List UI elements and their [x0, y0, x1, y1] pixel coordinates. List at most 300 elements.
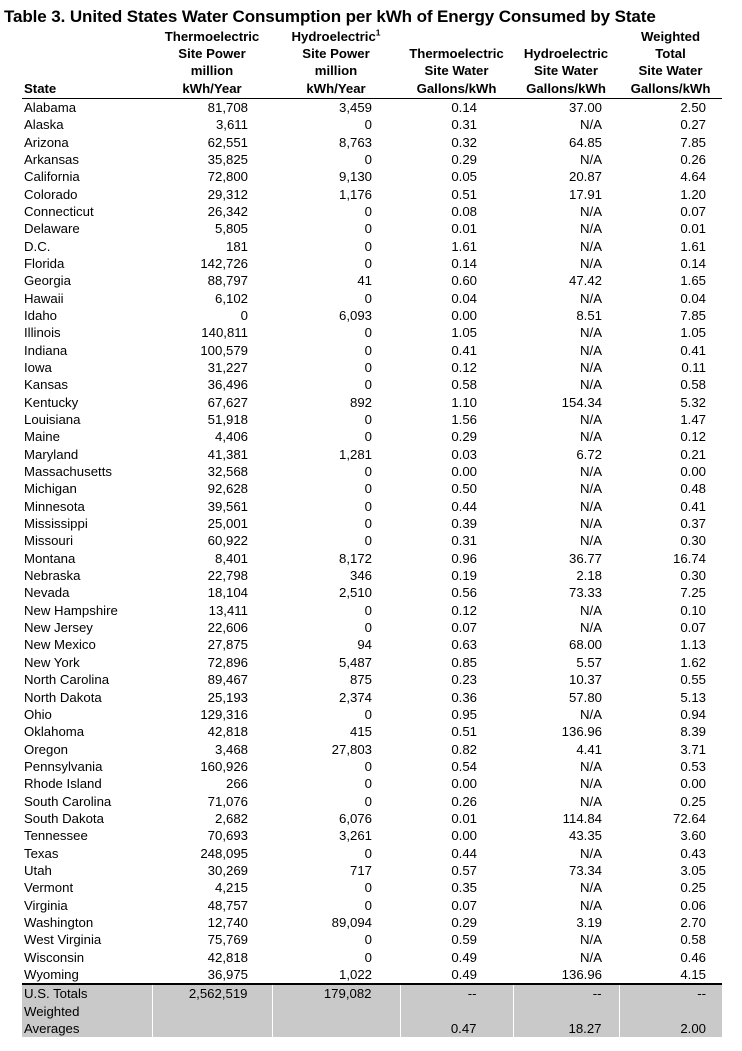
table-row: [22, 706, 722, 723]
table-row: [22, 619, 722, 636]
hydro-water-cell: 2.18: [576, 568, 602, 584]
thermo-water-cell: 0.41: [451, 342, 477, 358]
table-row: [22, 186, 722, 203]
weighted-total-cell: 3.05: [680, 862, 706, 878]
thermo-water-cell: 0.60: [451, 273, 477, 289]
totals-thermo-power: 2,562,519: [152, 984, 272, 1002]
state-name: New Hampshire: [24, 602, 118, 618]
table-row: [22, 862, 722, 879]
hydro-power-cell: 0: [364, 377, 372, 393]
hydro-water-cell: N/A: [580, 290, 602, 306]
header-row: [22, 28, 722, 98]
thermo-water-cell: 0.08: [451, 203, 477, 219]
thermo-power-cell: 25,001: [207, 516, 248, 532]
state-name: Washington: [24, 914, 94, 930]
hydro-power-cell: 892: [349, 394, 372, 410]
table-row: [22, 636, 722, 653]
hydro-power-cell: 27,803: [331, 741, 372, 757]
weighted-total-cell: 0.58: [680, 377, 706, 393]
thermo-power-cell: 81,708: [207, 99, 248, 115]
hydro-power-cell: 0: [364, 429, 372, 445]
thermo-water-cell: 0.50: [451, 481, 477, 497]
state-name: Pennsylvania: [24, 758, 103, 774]
hydro-water-cell: N/A: [580, 620, 602, 636]
averages-hydro-water: 18.27: [513, 1020, 619, 1037]
hydro-water-cell: N/A: [580, 464, 602, 480]
hydro-power-cell: 0: [364, 932, 372, 948]
table-row: [22, 914, 722, 931]
thermo-water-cell: 0.12: [451, 602, 477, 618]
thermo-water-cell: 0.54: [451, 758, 477, 774]
thermo-power-cell: 36,496: [207, 377, 248, 393]
weighted-total-cell: 0.48: [680, 481, 706, 497]
hydro-water-cell: 136.96: [561, 724, 602, 740]
table-title: Table 3. United States Water Consumption per kWh of Energy Consumed by State: [4, 7, 656, 26]
weighted-total-cell: 2.50: [680, 99, 706, 115]
thermo-water-cell: 0.01: [451, 810, 477, 826]
hydro-power-cell: 8,172: [338, 550, 372, 566]
thermo-power-cell: 22,798: [207, 568, 248, 584]
hydro-water-cell: N/A: [580, 533, 602, 549]
weighted-total-cell: 3.71: [680, 741, 706, 757]
thermo-water-cell: 0.05: [451, 169, 477, 185]
state-name: Delaware: [24, 221, 80, 237]
table-row: [22, 966, 722, 984]
hydro-water-cell: N/A: [580, 776, 602, 792]
table-row: [22, 134, 722, 151]
thermo-water-cell: 0.44: [451, 845, 477, 861]
hydro-power-cell: 6,076: [338, 810, 372, 826]
hydro-power-cell: 3,261: [338, 828, 372, 844]
hydro-power-cell: 0: [364, 290, 372, 306]
thermo-water-cell: 0.26: [451, 793, 477, 809]
table-row: [22, 689, 722, 706]
thermo-water-cell: 1.56: [451, 412, 477, 427]
hydro-power-cell: 0: [364, 845, 372, 861]
thermo-power-cell: 51,918: [207, 412, 248, 427]
thermo-water-cell: 0.51: [451, 724, 477, 740]
thermo-water-cell: 0.19: [451, 568, 477, 584]
hydro-power-cell: 0: [364, 151, 372, 167]
state-name: Kansas: [24, 377, 68, 393]
weighted-total-cell: 0.53: [680, 758, 706, 774]
state-name: Connecticut: [24, 203, 94, 219]
table-row: [22, 359, 722, 376]
hydro-power-cell: 0: [364, 117, 372, 133]
hydro-power-cell: 0: [364, 793, 372, 809]
hydro-power-cell: 0: [364, 706, 372, 722]
hydro-water-cell: N/A: [580, 793, 602, 809]
column-header-line: Site Water: [534, 63, 598, 79]
hydro-power-cell: 0: [364, 359, 372, 375]
thermo-water-cell: 0.56: [451, 585, 477, 601]
thermo-power-cell: 67,627: [207, 394, 248, 410]
thermo-power-cell: 70,693: [207, 828, 248, 844]
totals-hydro-water: --: [513, 984, 619, 1002]
state-name: Texas: [24, 845, 59, 861]
hydro-power-cell: 0: [364, 464, 372, 480]
hydro-water-cell: 73.33: [568, 585, 602, 601]
hydro-water-cell: N/A: [580, 845, 602, 861]
column-header-line: million: [314, 63, 358, 79]
thermo-power-cell: 140,811: [201, 325, 248, 341]
hydro-water-cell: 5.57: [576, 654, 602, 670]
hydro-power-cell: 2,510: [338, 585, 372, 601]
state-name: New York: [24, 654, 80, 670]
thermo-power-cell: 41,381: [207, 446, 248, 462]
thermo-water-cell: 0.85: [451, 654, 477, 670]
column-header-line: Hydroelectric: [291, 29, 376, 44]
thermo-power-cell: 42,818: [207, 724, 248, 740]
table-row: [22, 845, 722, 862]
state-name: New Jersey: [24, 620, 93, 636]
thermo-power-cell: 92,628: [207, 481, 248, 497]
thermo-power-cell: 266: [225, 776, 248, 792]
hydro-power-cell: 0: [364, 776, 372, 792]
hydro-power-cell: 0: [364, 880, 372, 896]
state-name: Montana: [24, 550, 76, 566]
hydro-water-cell: 47.42: [568, 273, 602, 289]
table-row: [22, 584, 722, 601]
thermo-water-cell: 0.82: [451, 741, 477, 757]
thermo-water-cell: 0.35: [451, 880, 477, 896]
hydro-water-cell: N/A: [580, 325, 602, 341]
state-name: California: [24, 169, 80, 185]
thermo-power-cell: 6,102: [214, 290, 248, 306]
weighted-total-cell: 0.12: [680, 429, 706, 445]
thermo-water-cell: 0.58: [451, 377, 477, 393]
state-name: Georgia: [24, 273, 71, 289]
averages-row: [22, 1020, 722, 1037]
totals-label: U.S. Totals: [22, 984, 152, 1002]
thermo-water-cell: 0.95: [451, 706, 477, 722]
thermo-power-cell: 36,975: [207, 967, 248, 982]
table-row: [22, 98, 722, 116]
weighted-total-cell: 0.07: [680, 620, 706, 636]
column-header-line: million: [190, 63, 234, 79]
table-row: [22, 151, 722, 168]
state-name: Oklahoma: [24, 724, 85, 740]
totals-section: [22, 984, 722, 1037]
column-header-thermo-power: [152, 28, 272, 98]
thermo-power-cell: 26,342: [207, 203, 248, 219]
column-header-line: Gallons/kWh: [526, 80, 606, 96]
table-row: [22, 116, 722, 133]
hydro-water-cell: N/A: [580, 932, 602, 948]
thermo-water-cell: 0.51: [451, 186, 477, 202]
hydro-power-cell: 875: [349, 672, 372, 688]
table-row: [22, 203, 722, 220]
state-name: Virginia: [24, 897, 68, 913]
totals-weighted-total: --: [619, 984, 722, 1002]
state-name: Colorado: [24, 186, 78, 202]
weighted-total-cell: 0.30: [680, 568, 706, 584]
state-name: Maryland: [24, 446, 79, 462]
state-name: Alaska: [24, 117, 64, 133]
column-header-line: kWh/Year: [306, 80, 366, 96]
thermo-power-cell: 0: [240, 307, 248, 323]
state-name: Massachusetts: [24, 464, 112, 480]
thermo-power-cell: 29,312: [207, 186, 248, 202]
weighted-total-cell: 0.04: [680, 290, 706, 306]
table-row: [22, 550, 722, 567]
weighted-total-cell: 0.11: [681, 359, 706, 375]
hydro-power-cell: 1,281: [338, 446, 372, 462]
hydro-water-cell: N/A: [580, 359, 602, 375]
thermo-power-cell: 13,411: [208, 602, 248, 618]
thermo-power-cell: 8,401: [214, 550, 248, 566]
hydro-water-cell: N/A: [580, 897, 602, 913]
table-row: [22, 446, 722, 463]
table-row: [22, 480, 722, 497]
thermo-water-cell: 0.49: [451, 949, 477, 965]
table-row: [22, 654, 722, 671]
weighted-total-cell: 3.60: [680, 828, 706, 844]
table-row: [22, 931, 722, 948]
weighted-total-cell: 7.85: [680, 134, 706, 150]
table-row: [22, 463, 722, 480]
hydro-power-cell: 0: [364, 342, 372, 358]
weighted-total-cell: 0.94: [680, 706, 706, 722]
table-row: [22, 428, 722, 445]
hydro-water-cell: 136.96: [561, 967, 602, 982]
weighted-total-cell: 1.47: [680, 412, 706, 427]
hydro-power-cell: 0: [364, 412, 372, 427]
weighted-total-cell: 0.26: [680, 151, 706, 167]
state-name: Arizona: [24, 134, 69, 150]
weighted-total-cell: 0.37: [680, 516, 706, 532]
state-name: Wyoming: [24, 967, 79, 982]
column-header-line: Site Water: [638, 63, 703, 79]
thermo-power-cell: 31,227: [207, 359, 248, 375]
thermo-water-cell: 0.14: [451, 99, 477, 115]
thermo-power-cell: 2,682: [214, 810, 248, 826]
state-name: Hawaii: [24, 290, 64, 306]
weighted-total-cell: 0.07: [680, 203, 706, 219]
thermo-water-cell: 0.00: [451, 464, 477, 480]
hydro-power-cell: 1,176: [338, 186, 372, 202]
state-name: Rhode Island: [24, 776, 102, 792]
weighted-total-cell: 4.64: [680, 169, 706, 185]
averages-label-row: [22, 1003, 722, 1020]
weighted-total-cell: 1.65: [680, 273, 706, 289]
weighted-total-cell: 0.30: [680, 533, 706, 549]
weighted-total-cell: 7.85: [680, 307, 706, 323]
hydro-water-cell: 154.34: [561, 394, 602, 410]
thermo-power-cell: 160,926: [200, 758, 248, 774]
column-header-line: Weighted: [640, 29, 701, 44]
thermo-water-cell: 0.03: [451, 446, 477, 462]
column-header-line: Gallons/kWh: [630, 80, 711, 96]
hydro-water-cell: N/A: [580, 221, 602, 237]
thermo-power-cell: 3,468: [214, 741, 248, 757]
column-header-state: [22, 28, 152, 98]
table-row: [22, 879, 722, 896]
thermo-power-cell: 100,579: [200, 342, 248, 358]
water-consumption-table: [22, 28, 722, 1037]
table-row: [22, 897, 722, 914]
state-name: North Carolina: [24, 672, 110, 688]
weighted-total-cell: 1.61: [680, 238, 706, 254]
thermo-water-cell: 1.10: [451, 394, 477, 410]
table-row: [22, 793, 722, 810]
hydro-water-cell: 64.85: [568, 134, 602, 150]
hydro-water-cell: 57.80: [568, 689, 602, 705]
thermo-power-cell: 12,740: [207, 914, 248, 930]
thermo-water-cell: 0.96: [451, 550, 477, 566]
weighted-total-cell: 72.64: [672, 810, 706, 826]
thermo-power-cell: 142,726: [200, 255, 248, 271]
hydro-power-cell: 0: [364, 897, 372, 913]
weighted-total-cell: 1.62: [680, 654, 706, 670]
thermo-power-cell: 181: [225, 238, 248, 254]
table-row: [22, 376, 722, 393]
hydro-water-cell: N/A: [580, 880, 602, 896]
table-row: [22, 498, 722, 515]
thermo-power-cell: 72,800: [207, 169, 248, 185]
hydro-water-cell: 73.34: [568, 862, 602, 878]
column-header-line: Thermoelectric: [164, 29, 260, 44]
hydro-water-cell: N/A: [580, 602, 602, 618]
weighted-total-cell: 0.43: [680, 845, 706, 861]
state-name: Nebraska: [24, 568, 81, 584]
hydro-water-cell: N/A: [580, 203, 602, 219]
thermo-water-cell: 0.44: [451, 498, 477, 514]
hydro-water-cell: 114.84: [562, 810, 602, 826]
table-row: [22, 949, 722, 966]
state-name: Vermont: [24, 880, 74, 896]
column-header-line: Total: [655, 46, 686, 62]
thermo-water-cell: 0.49: [451, 967, 477, 982]
weighted-total-cell: 5.32: [680, 394, 706, 410]
hydro-power-cell: 0: [364, 203, 372, 219]
weighted-total-cell: 0.58: [680, 932, 706, 948]
thermo-water-cell: 0.63: [451, 637, 477, 653]
thermo-water-cell: 0.29: [451, 151, 477, 167]
thermo-water-cell: 0.32: [451, 134, 477, 150]
table-row: [22, 532, 722, 549]
thermo-power-cell: 3,611: [215, 117, 248, 133]
averages-label-line1: Weighted: [22, 1003, 152, 1020]
table-row: [22, 324, 722, 341]
hydro-water-cell: N/A: [580, 238, 602, 254]
weighted-total-cell: 0.06: [680, 897, 706, 913]
state-name: Minnesota: [24, 498, 85, 514]
state-name: Tennessee: [24, 828, 88, 844]
weighted-total-cell: 7.25: [680, 585, 706, 601]
hydro-water-cell: N/A: [580, 255, 602, 271]
totals-thermo-water: --: [400, 984, 513, 1002]
table-row: [22, 723, 722, 740]
column-header-line: State: [24, 80, 57, 96]
state-name: Florida: [24, 255, 65, 271]
thermo-power-cell: 248,095: [200, 845, 248, 861]
hydro-water-cell: 68.00: [568, 637, 602, 653]
column-header-line: Hydroelectric: [523, 46, 609, 62]
state-name: Nevada: [24, 585, 70, 601]
hydro-water-cell: 20.87: [568, 169, 602, 185]
weighted-total-cell: 0.10: [680, 602, 706, 618]
thermo-water-cell: 0.31: [451, 117, 477, 133]
state-name: Wisconsin: [24, 949, 85, 965]
thermo-power-cell: 30,269: [207, 862, 248, 878]
hydro-power-cell: 0: [364, 325, 372, 341]
hydro-water-cell: 3.19: [576, 914, 602, 930]
thermo-power-cell: 27,875: [207, 637, 248, 653]
weighted-total-cell: 0.25: [680, 880, 706, 896]
thermo-power-cell: 72,896: [207, 654, 248, 670]
hydro-power-cell: 0: [364, 498, 372, 514]
state-name: Utah: [24, 862, 52, 878]
hydro-water-cell: N/A: [580, 498, 602, 514]
hydro-power-cell: 0: [364, 620, 372, 636]
table-row: [22, 411, 722, 428]
column-header-line: Thermoelectric: [409, 46, 504, 62]
thermo-power-cell: 48,757: [207, 897, 248, 913]
hydro-water-cell: N/A: [580, 516, 602, 532]
state-name: Michigan: [24, 481, 77, 497]
state-name: Kentucky: [24, 394, 79, 410]
hydro-water-cell: 17.91: [568, 186, 602, 202]
thermo-power-cell: 88,797: [207, 273, 248, 289]
state-name: Alabama: [24, 99, 77, 115]
thermo-water-cell: 0.04: [451, 290, 477, 306]
state-name: South Carolina: [24, 793, 112, 809]
hydro-power-cell: 0: [364, 238, 372, 254]
thermo-water-cell: 0.31: [451, 533, 477, 549]
state-name: Mississippi: [24, 516, 88, 532]
hydro-water-cell: N/A: [580, 481, 602, 497]
weighted-total-cell: 0.00: [680, 776, 706, 792]
weighted-total-cell: 2.70: [680, 914, 706, 930]
hydro-power-cell: 89,094: [331, 914, 372, 930]
weighted-total-cell: 4.15: [680, 967, 706, 982]
hydro-power-cell: 5,487: [338, 654, 372, 670]
weighted-total-cell: 0.46: [680, 949, 706, 965]
hydro-water-cell: 4.41: [576, 741, 602, 757]
weighted-total-cell: 0.41: [680, 498, 706, 514]
thermo-water-cell: 1.05: [451, 325, 477, 341]
hydro-water-cell: N/A: [580, 429, 602, 445]
column-header-line: kWh/Year: [182, 80, 242, 96]
weighted-total-cell: 0.41: [680, 342, 706, 358]
thermo-water-cell: 0.01: [451, 221, 477, 237]
thermo-power-cell: 5,805: [214, 221, 248, 237]
state-name: Oregon: [24, 741, 68, 757]
weighted-total-cell: 0.27: [680, 117, 706, 133]
hydro-water-cell: 8.51: [576, 307, 602, 323]
table-row: [22, 775, 722, 792]
hydro-power-cell: 94: [357, 637, 372, 653]
column-header-line: Site Power: [302, 46, 370, 62]
thermo-power-cell: 89,467: [207, 672, 248, 688]
hydro-water-cell: N/A: [580, 342, 602, 358]
thermo-water-cell: 0.14: [451, 255, 477, 271]
table-row: [22, 758, 722, 775]
thermo-water-cell: 0.29: [451, 914, 477, 930]
column-header-thermo-water: [400, 28, 513, 98]
weighted-total-cell: 1.13: [680, 637, 706, 653]
hydro-power-cell: 0: [364, 602, 372, 618]
state-name: D.C.: [24, 238, 51, 254]
weighted-total-cell: 1.20: [680, 186, 706, 202]
thermo-water-cell: 0.29: [451, 429, 477, 445]
thermo-power-cell: 75,769: [207, 932, 248, 948]
hydro-power-cell: 0: [364, 516, 372, 532]
thermo-water-cell: 1.61: [451, 238, 477, 254]
hydro-power-cell: 8,763: [338, 134, 372, 150]
state-name: Missouri: [24, 533, 74, 549]
